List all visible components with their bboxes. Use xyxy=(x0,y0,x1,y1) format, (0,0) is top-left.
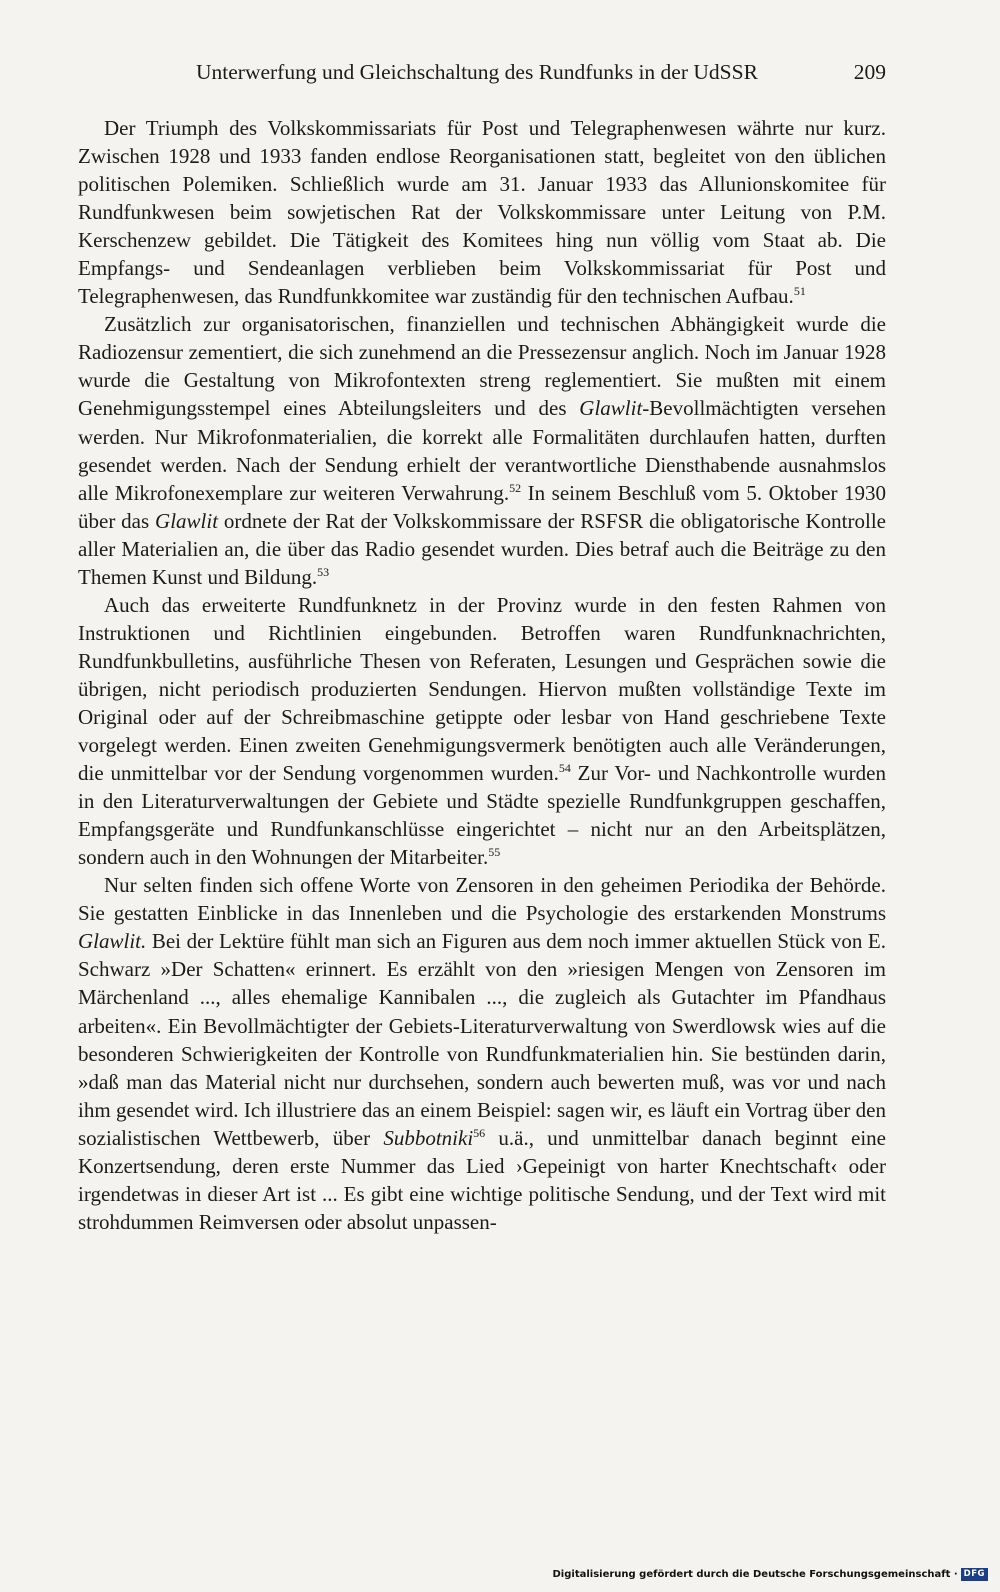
text-run: In seinem Beschluß vom 5. Oktober 1930 über das xyxy=(78,480,886,533)
text-run: Auch das erweiterte Rundfunknetz in der Provinz wurde in den festen Rahmen von Instruktionen und Richtlinien eingebunden. Betroffen waren Rundfunknachrichten, Rundfunkbulletins, ausführliche Thesen von Referaten, Lesungen und Gesprächen sowie die übrigen, nicht periodisch produzierten Sendungen. Hiervon mußten vollständige Texte im Original oder auf der Schreibmaschine getippte oder lesbar von Hand geschriebene Texte vorgelegt werden. Einen zweiten Genehmigungsvermerk benötigten auch alle Veränderungen, die unmittelbar vor der Sendung vorgenommen wurden. xyxy=(78,592,886,786)
text-run: Zur Vor- und Nachkontrolle wurden in den Literaturverwaltungen der Gebiete und Städte spezielle Rundfunkgruppen geschaffen, Empfangsgeräte und Rundfunkanschlüsse eingerichtet – nicht nur an den Arbeitsplätzen, sondern auch in den Wohnungen der Mitarbeiter. xyxy=(78,761,886,870)
text-run: u.ä., und unmittelbar danach beginnt eine Konzertsendung, deren erste Nummer das Lied ›Gepeinigt von harter Knechtschaft‹ oder irgendetwas in dieser Art ist ... Es gibt eine wichtige politische Sendung, und der Text wird mit strohdummen Reimversen oder absolut unpassen- xyxy=(78,1125,886,1234)
paragraph xyxy=(78,591,886,871)
italic-term: Glawlit- xyxy=(579,396,650,421)
body-text xyxy=(78,114,886,1236)
text-run: Nur selten finden sich offene Worte von Zensoren in den geheimen Periodika der Behörde. Sie gestatten Einblicke in das Innenleben und die Psychologie des erstarkenden Monstrums xyxy=(78,873,886,926)
text-run: Bevollmächtigten versehen werden. Nur Mikrofonmaterialien, die korrekt alle Formalitäten durchlaufen hatten, durften gesendet werden. Nach der Sendung erhielt der verantwortliche Diensthabende ausnahmslos alle Mikrofonexemplare zur weiteren Verwahrung. xyxy=(78,396,886,505)
italic-term: Glawlit. xyxy=(78,929,147,954)
text-run: Der Triumph des Volkskommissariats für Post und Telegraphenwesen währte nur kurz. Zwischen 1928 und 1933 fanden endlose Reorganisationen statt, begleitet von den üblichen politischen Polemiken. Schließlich wurde am 31. Januar 1933 das Allunionskomitee für Rundfunkwesen beim sowjetischen Rat der Volkskommissare unter Leitung von P.M. Kerschenzew gebildet. Die Tätigkeit des Komitees hing nun völlig vom Staat ab. Die Empfangs- und Sendeanlagen verblieben beim Volkskommissariat für Post und Telegraphenwesen, das Rundfunkkomitee war zuständig für den technischen Aufbau. xyxy=(78,116,886,309)
page-number: 209 xyxy=(853,60,886,84)
paragraph xyxy=(78,310,886,590)
running-title: Unterwerfung und Gleichschaltung des Rundfunks in der UdSSR xyxy=(196,60,758,84)
text-run: Bei der Lektüre fühlt man sich an Figuren aus dem noch immer aktuellen Stück von E. Schwarz »Der Schatten« erinnert. Es erzählt von den »riesigen Mengen von Zensoren im Märchenland ..., alles ehemalige Kannibalen ..., die zugleich als Gutachter im Pfandhaus arbeiten«. Ein Bevollmächtigter der Gebiets-Literaturverwaltung von Swerdlowsk wies auf die besonderen Schwierigkeiten der Kontrolle von Rundfunkmaterialien hin. Sie bestünden darin, »daß man das Material nicht nur durchsehen, sondern auch bewerten muß, was vor und nach ihm gesendet wird. Ich illustriere das an einem Beispiel: sagen wir, es läuft ein Vortrag über den sozialistischen Wettbewerb, über xyxy=(78,929,886,1150)
footnote-ref: 56 xyxy=(473,1125,486,1140)
footnote-ref: 55 xyxy=(488,845,501,860)
italic-term: Subbotniki xyxy=(383,1125,474,1150)
digitization-credit xyxy=(553,1568,989,1581)
text-run: Zusätzlich zur organisatorischen, finanziellen und technischen Abhängigkeit wurde die Radiozensur zementiert, die sich zunehmend an die Pressezensur anglich. Noch im Januar 1928 wurde die Gestaltung von Mikrofontexten streng reglementiert. Sie mußten mit einem Genehmigungsstempel eines Abteilungsleiters und des xyxy=(78,312,886,421)
footnote-ref: 54 xyxy=(558,761,571,776)
paragraph xyxy=(78,114,886,310)
text-run: ordnete der Rat der Volkskommissare der RSFSR die obligatorische Kontrolle aller Materialien an, die über das Radio gesendet wurden. Dies betraf auch die Beiträge zu den Themen Kunst und Bildung. xyxy=(78,508,886,589)
footnote-ref: 51 xyxy=(793,284,806,299)
credit-text: Digitalisierung gefördert durch die Deutsche Forschungsgemeinschaft · xyxy=(552,1569,958,1580)
paragraph xyxy=(78,871,886,1236)
dfg-logo: DFG xyxy=(961,1568,988,1581)
running-header xyxy=(196,54,886,90)
footnote-ref: 52 xyxy=(509,480,522,495)
footnote-ref: 53 xyxy=(317,564,330,579)
italic-term: Glawlit xyxy=(155,508,219,533)
